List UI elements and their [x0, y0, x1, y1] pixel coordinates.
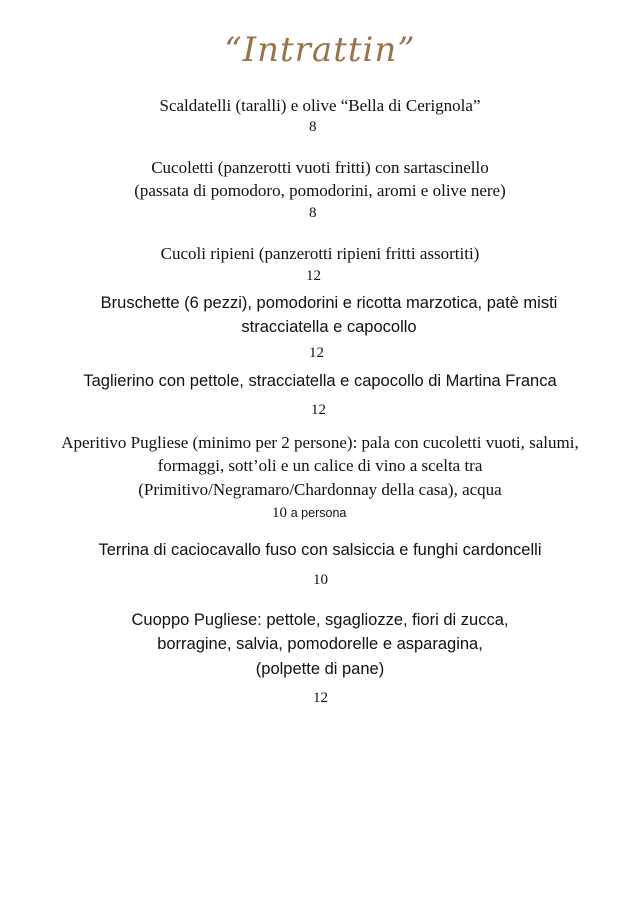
item-6-price-note: a persona — [290, 506, 347, 520]
item-6-line-1: Aperitivo Pugliese (minimo per 2 persone): pala con cucoletti vuoti, salumi, — [61, 433, 579, 452]
item-3-price: 12 — [306, 268, 321, 284]
item-7-line-1: Terrina di caciocavallo fuso con salsiccia e funghi cardoncelli — [98, 541, 542, 559]
item-5-price: 12 — [311, 402, 326, 418]
item-8-line-2: borragine, salvia, pomodorelle e asparagina, — [157, 635, 483, 653]
item-4-price: 12 — [309, 345, 324, 361]
item-2-price: 8 — [309, 205, 317, 221]
menu-title: “Intrattin” — [224, 30, 416, 70]
item-8-price: 12 — [313, 690, 328, 706]
item-7-price: 10 — [313, 572, 328, 588]
item-2-line-1: Cucoletti (panzerotti vuoti fritti) con sartascinello — [151, 158, 489, 177]
item-4-line-1: Bruschette (6 pezzi), pomodorini e ricotta marzotica, patè misti — [100, 294, 558, 312]
item-1-price: 8 — [309, 119, 317, 135]
item-6-price — [272, 505, 346, 522]
item-2-line-2: (passata di pomodoro, pomodorini, aromi e olive nere) — [134, 181, 506, 200]
item-3-line-1: Cucoli ripieni (panzerotti ripieni fritti assortiti) — [160, 244, 480, 263]
item-1-line-1: Scaldatelli (taralli) e olive “Bella di Cerignola” — [159, 96, 481, 115]
item-5-line-1: Taglierino con pettole, stracciatella e capocollo di Martina Franca — [83, 372, 557, 390]
item-4-line-2: stracciatella e capocollo — [241, 318, 417, 336]
item-6-line-3: (Primitivo/Negramaro/Chardonnay della casa), acqua — [138, 480, 502, 499]
item-8-line-3: (polpette di pane) — [255, 660, 385, 678]
item-6-line-2: formaggi, sott’oli e un calice di vino a scelta tra — [157, 456, 483, 475]
item-6-price-value: 10 — [272, 505, 287, 521]
item-8-line-1: Cuoppo Pugliese: pettole, sgagliozze, fiori di zucca, — [131, 611, 509, 629]
